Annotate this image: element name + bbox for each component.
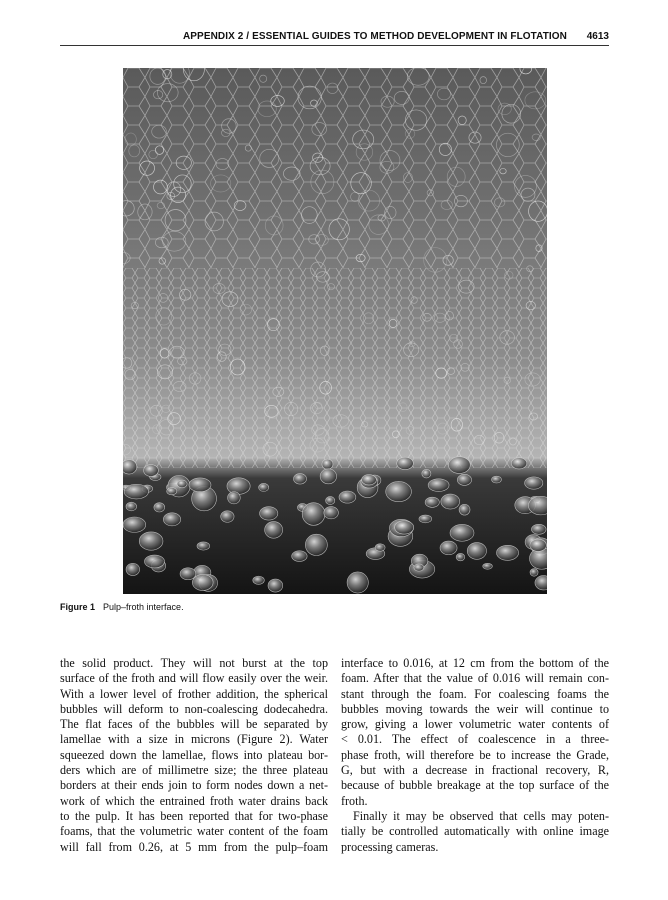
body-line: ders which are of millimetre size; the three plateau: [60, 763, 328, 778]
body-line: because of bubble breakage at the top surface of the: [341, 778, 609, 793]
pulp-bubble: [260, 507, 278, 520]
pulp-bubble: [253, 576, 264, 584]
pulp-bubble: [324, 507, 339, 519]
body-line: tially be controlled automatically with online image: [341, 824, 609, 839]
pulp-bubble: [123, 460, 137, 474]
body-line: stant through the foam. For coalescing foams the: [341, 686, 609, 701]
figure-caption-text: Pulp–froth interface.: [103, 602, 184, 612]
pulp-bubble: [139, 532, 163, 550]
pulp-bubble: [395, 521, 414, 534]
body-line: bubbles will deform to non-coalescing dodecahedra.: [60, 701, 328, 716]
pulp-bubble: [126, 563, 140, 575]
pulp-bubble: [525, 477, 543, 489]
body-line: borders at their ends join to form nodes down a net-: [60, 778, 328, 793]
figure-label: Figure 1: [60, 602, 96, 612]
pulp-bubble: [386, 481, 412, 501]
body-line: to the pulp. It has been reported that for two-phase: [60, 808, 328, 823]
pulp-bubble: [419, 515, 432, 523]
body-line: grow, giving a lower volumetric water contents of: [341, 717, 609, 732]
pulp-bubble: [227, 478, 250, 495]
pulp-bubble: [145, 555, 165, 568]
pulp-bubble: [459, 504, 470, 515]
pulp-bubble: [496, 545, 518, 560]
pulp-bubble: [347, 572, 368, 593]
pulp-bubble: [530, 569, 538, 577]
pulp-bubble: [322, 459, 333, 469]
pulp-bubble: [305, 534, 327, 555]
left-column: [60, 656, 328, 855]
body-line: The flat faces of the bubbles will be separated by: [60, 717, 328, 732]
pulp-bubble: [320, 469, 336, 484]
pulp-bubble: [124, 484, 148, 499]
pulp-bubble: [177, 480, 187, 488]
header-rule: [60, 45, 609, 46]
body-line: the solid product. They will not burst at the top: [60, 656, 328, 670]
pulp-bubble: [154, 503, 165, 512]
pulp-bubble: [167, 488, 177, 495]
pulp-bubble: [292, 551, 307, 562]
right-column: [341, 656, 609, 855]
pulp-bubble: [440, 541, 457, 555]
pulp-bubble: [228, 492, 241, 504]
froth-photograph: [123, 68, 547, 594]
running-header: [60, 30, 609, 46]
body-line: < 0.01. The effect of coalescence in a three-: [341, 732, 609, 747]
pulp-bubble: [302, 503, 325, 526]
body-line: lamellae with a size in microns (Figure 2). Water: [60, 732, 328, 747]
pulp-bubble: [428, 479, 449, 492]
pulp-bubble: [450, 524, 474, 541]
pulp-bubble: [397, 457, 414, 469]
body-line: interface to 0.016, at 12 cm from the bottom of the: [341, 656, 609, 670]
body-line: foam. After that the value of 0.016 will remain con-: [341, 671, 609, 686]
pulp-bubble: [268, 579, 283, 592]
page-number: 4613: [586, 31, 609, 42]
pulp-bubble: [492, 476, 502, 483]
pulp-bubble: [339, 491, 356, 503]
pulp-bubble: [192, 574, 213, 590]
pulp-bubble: [456, 553, 465, 560]
pulp-bubble: [180, 568, 196, 580]
pulp-bubble: [467, 543, 486, 560]
pulp-bubble: [163, 513, 180, 526]
pulp-bubble: [511, 458, 527, 469]
body-line: Finally it may be observed that cells may poten-: [353, 808, 609, 823]
pulp-bubble: [362, 475, 377, 485]
pulp-bubble: [425, 497, 439, 507]
pulp-bubble: [123, 517, 146, 532]
pulp-bubble: [375, 544, 385, 551]
body-line: With a lower level of frother addition, the spherical: [60, 686, 328, 701]
body-line: phase froth, will therefore be to increase the Grade,: [341, 747, 609, 762]
pulp-bubble: [294, 474, 307, 485]
body-line: squeezed down the lamellae, flows into plateau bor-: [60, 747, 328, 762]
pulp-bubble: [422, 469, 431, 478]
pulp-bubble: [414, 564, 424, 571]
pulp-bubble: [126, 502, 137, 511]
pulp-bubble: [144, 465, 159, 477]
pulp-bubble: [189, 478, 211, 492]
pulp-bubble: [483, 563, 493, 569]
pulp-bubble: [530, 539, 546, 551]
pulp-bubble: [326, 497, 335, 505]
body-line: froth.: [341, 793, 368, 808]
pulp-bubble: [197, 542, 210, 550]
body-line: will fall from 0.26, at 5 mm from the pulp–foam: [60, 839, 328, 854]
pulp-bubble: [441, 494, 460, 509]
pulp-bubble: [531, 524, 546, 534]
pulp-bubble: [221, 511, 234, 522]
body-line: foams, that the volumetric water content of the foam: [60, 824, 328, 839]
running-title: APPENDIX 2 / ESSENTIAL GUIDES TO METHOD DEVELOPMENT IN FLOTATION: [182, 31, 567, 42]
pulp-bubble: [259, 483, 269, 491]
pulp-bubble: [448, 457, 470, 474]
body-line: G, but with a decrease in fractional recovery, R,: [341, 763, 609, 778]
figure-caption: [60, 602, 184, 612]
body-line: work of which the entrained froth water drains back: [60, 793, 328, 808]
body-line: bubbles moving towards the weir will continue to: [341, 701, 609, 716]
body-line: processing cameras.: [341, 839, 439, 854]
body-line: surface of the froth and will flow easily over the weir.: [60, 671, 328, 686]
pulp-bubble: [265, 522, 283, 539]
pulp-bubble: [457, 474, 471, 485]
